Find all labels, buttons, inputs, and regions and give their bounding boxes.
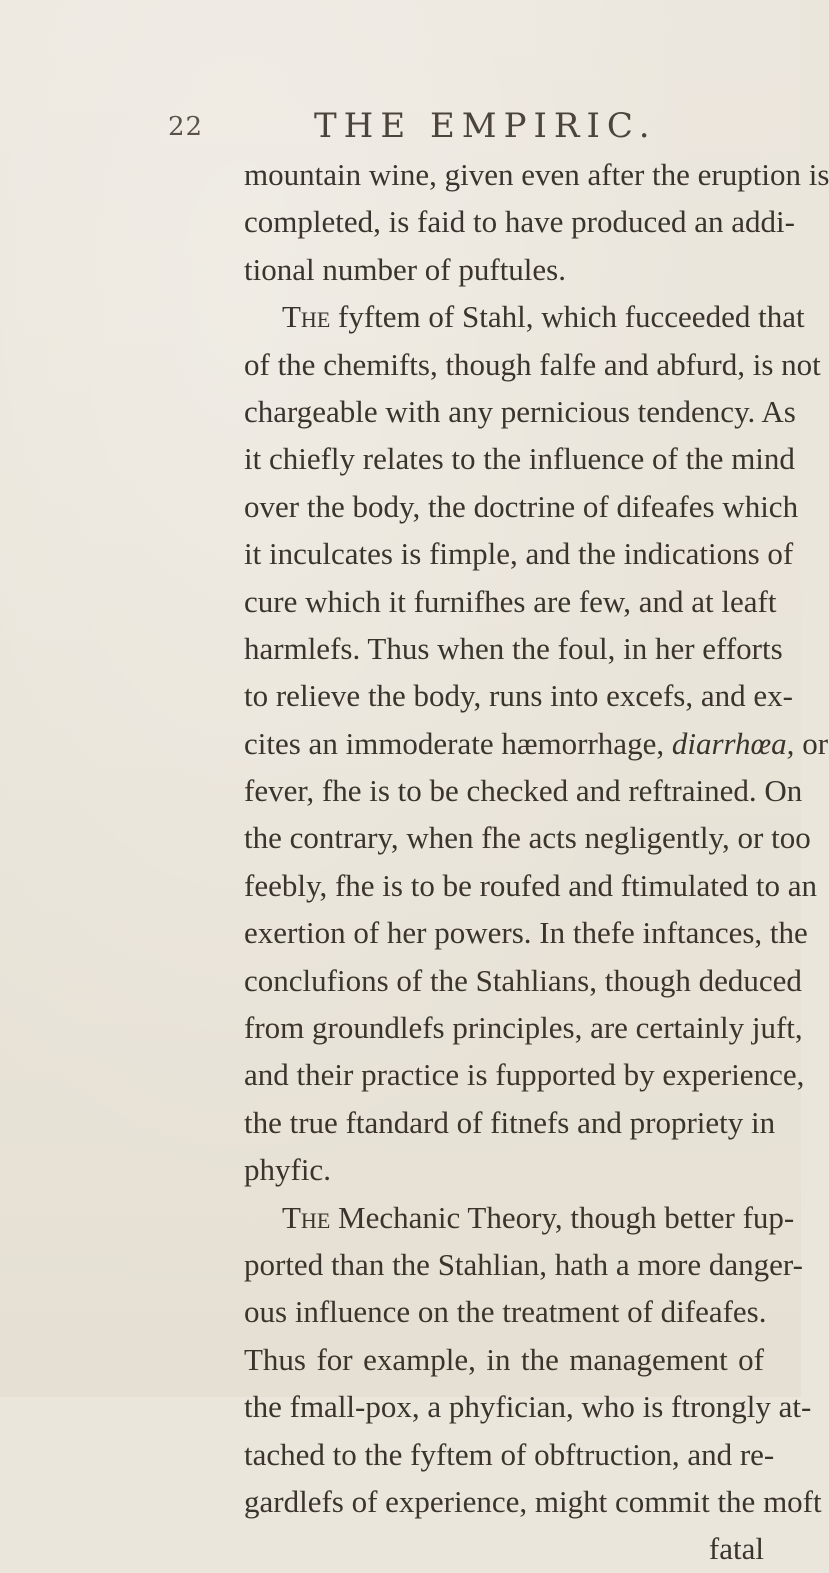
text-line: Thus for example, in the management of [244, 1341, 764, 1377]
text-line-end: or [802, 725, 829, 761]
text-line: phyfic. [244, 1152, 331, 1188]
body-text [244, 151, 829, 1573]
text-line: fever, fhe is to be checked and reftrained. On [244, 773, 803, 809]
text-line-rest: Mechanic Theory, though better fup- [338, 1199, 795, 1235]
running-head: THE EMPIRIC. [314, 106, 657, 146]
text-line: of the chemifts, though falfe and abfurd, is not [244, 346, 821, 382]
text-line: ported than the Stahlian, hath a more danger- [244, 1246, 803, 1282]
text-line: tached to the fyftem of obftruction, and re- [244, 1436, 775, 1472]
text-line-rest: fyftem of Stahl, which fucceeded that [338, 299, 805, 335]
text-line: chargeable with any pernicious tendency. As [244, 393, 796, 429]
catchword: fatal [708, 1531, 764, 1567]
text-line: ous influence on the treatment of difeafes. [244, 1294, 767, 1330]
text-line: mountain wine, given even after the eruption is [244, 157, 829, 192]
italic-phrase: diarrhœa, [671, 725, 795, 761]
text-line: the true ftandard of fitnefs and propriety in [244, 1104, 776, 1140]
text-line: from groundlefs principles, are certainly juft, [244, 1010, 803, 1046]
text-line [244, 293, 805, 340]
text-line: feebly, fhe is to be roufed and ftimulated to an [244, 867, 818, 903]
text-line: harmlefs. Thus when the foul, in her efforts [244, 630, 783, 666]
text-line: exertion of her powers. In thefe inftances, the [244, 915, 808, 951]
text-line-start: cites an immoderate hæmorrhage, [244, 725, 665, 761]
text-line: the fmall-pox, a phyfician, who is ftrongly at- [244, 1389, 812, 1425]
text-line: conclufions of the Stahlians, though deduced [244, 962, 802, 998]
text-line: it chiefly relates to the influence of the mind [244, 441, 795, 477]
text-line: gardlefs of experience, might commit the moft [244, 1483, 822, 1519]
text-line [244, 1194, 795, 1241]
text-line: it inculcates is fimple, and the indications of [244, 536, 794, 572]
text-line: tional number of puftules. [244, 251, 566, 287]
text-line: to relieve the body, runs into excefs, and ex- [244, 678, 793, 714]
small-caps-word: The [282, 299, 331, 335]
text-line: over the body, the doctrine of difeafes which [244, 488, 799, 524]
small-caps-word: The [282, 1199, 331, 1235]
text-line [244, 720, 829, 767]
text-line: cure which it furnifhes are few, and at leaft [244, 583, 777, 619]
page-number: 22 [168, 112, 204, 142]
text-line: and their practice is fupported by experience, [244, 1057, 805, 1093]
text-line: the contrary, when fhe acts negligently, or too [244, 820, 811, 856]
text-line: completed, is faid to have produced an addi- [244, 204, 795, 240]
